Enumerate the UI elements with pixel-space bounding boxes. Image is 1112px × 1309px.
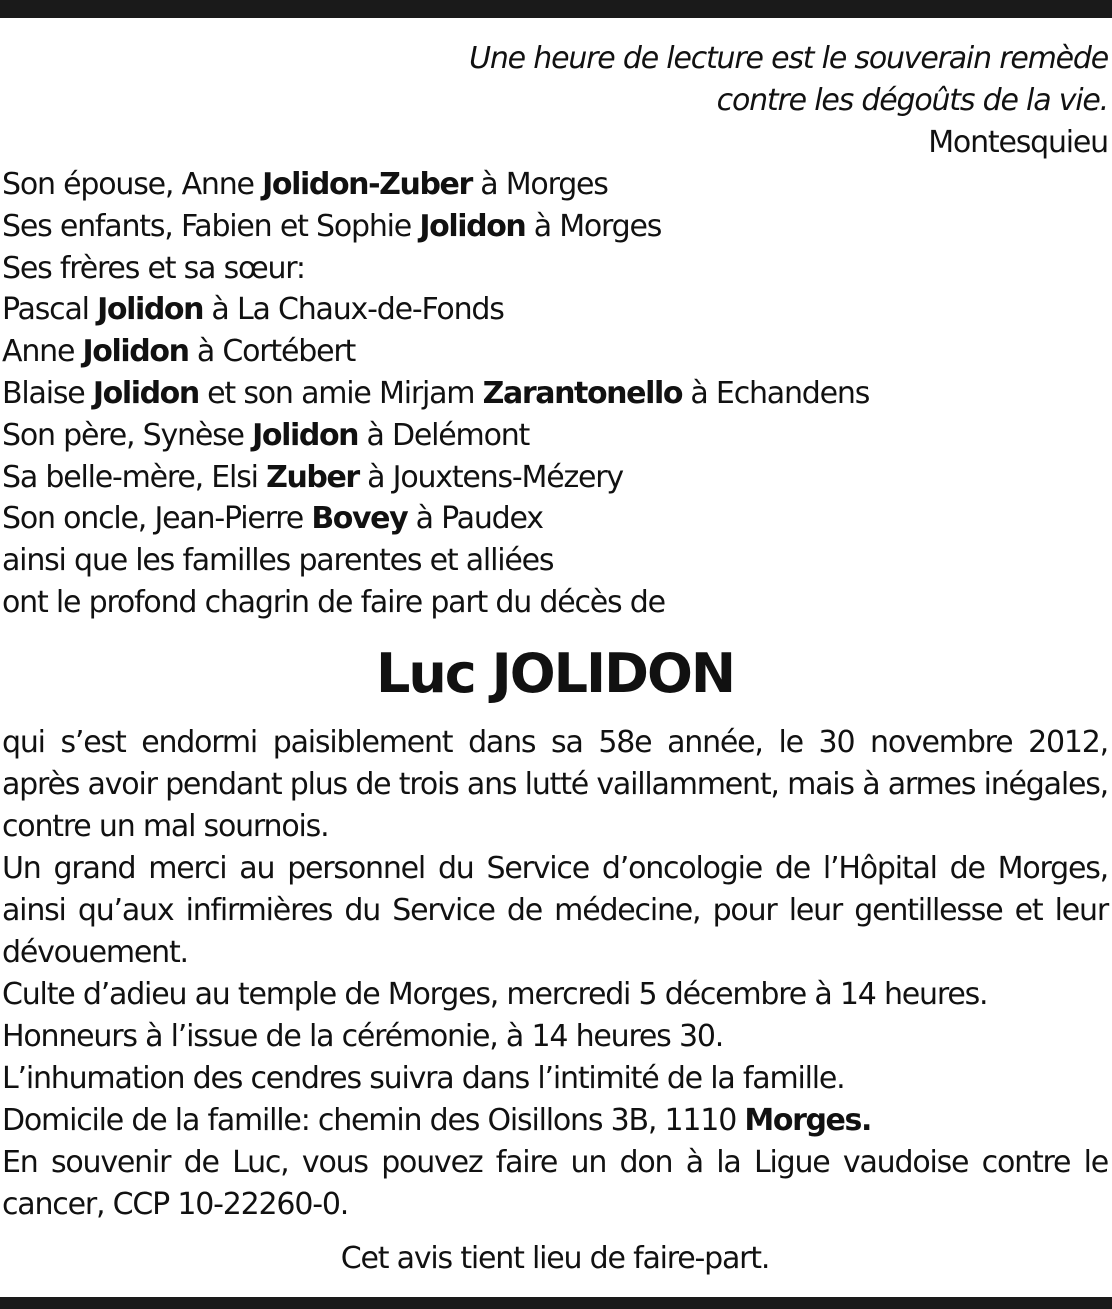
top-rule — [0, 0, 1112, 18]
paragraph-service: Culte d’adieu au temple de Morges, mercredi 5 décembre à 14 heures. — [2, 976, 988, 1012]
epigraph-author: Montesquieu — [928, 125, 1108, 160]
epigraph-line-2: contre les dégoûts de la vie. — [716, 83, 1108, 118]
paragraph-passing: qui s’est endormi paisiblement dans sa 58e année, le 30 novembre 2012, après avoir pendant plus de trois ans lutté vaillamment, mais à armes inégales, contre un mal sournois. — [2, 724, 1108, 844]
family-line: Blaise Jolidon et son amie Mirjam Zarantonello à Echandens — [2, 375, 870, 411]
family-line: Son oncle, Jean-Pierre Bovey à Paudex — [2, 501, 543, 537]
epigraph-line-1: Une heure de lecture est le souverain remède — [469, 41, 1108, 76]
notice-body — [2, 722, 1108, 1226]
deceased-name: Luc JOLIDON — [375, 641, 735, 705]
family-line: Son épouse, Anne Jolidon-Zuber à Morges — [2, 167, 608, 202]
family-line: Pascal Jolidon à La Chaux-de-Fonds — [2, 292, 504, 328]
family-line: Sa belle-mère, Elsi Zuber à Jouxtens-Mézery — [2, 459, 623, 495]
family-line: Anne Jolidon à Cortébert — [2, 334, 356, 370]
paragraph-donation: En souvenir de Luc, vous pouvez faire un don à la Ligue vaudoise contre le cancer, CCP 10-22260-0. — [2, 1144, 1108, 1222]
family-line: ainsi que les familles parentes et alliées — [2, 543, 554, 579]
bottom-rule — [0, 1297, 1112, 1309]
family-line: Ses frères et sa sœur: — [2, 250, 305, 286]
family-list — [2, 164, 1108, 624]
paragraph-honours: Honneurs à l’issue de la cérémonie, à 14 heures 30. — [2, 1018, 724, 1054]
paragraph-thanks: Un grand merci au personnel du Service d’oncologie de l’Hôpital de Morges, ainsi qu’aux infirmières du Service de médecine, pour leur gentillesse et leur dévouement. — [2, 850, 1108, 970]
paragraph-burial: L’inhumation des cendres suivra dans l’intimité de la famille. — [2, 1060, 845, 1096]
family-line: Ses enfants, Fabien et Sophie Jolidon à Morges — [2, 208, 662, 244]
obituary-notice — [2, 38, 1108, 1280]
epigraph — [2, 38, 1108, 164]
family-line: ont le profond chagrin de faire part du décès de — [2, 584, 665, 620]
family-line: Son père, Synèse Jolidon à Delémont — [2, 417, 530, 453]
footer-note: Cet avis tient lieu de faire-part. — [340, 1240, 770, 1276]
paragraph-address: Domicile de la famille: chemin des Oisillons 3B, 1110 Morges. — [2, 1102, 871, 1138]
